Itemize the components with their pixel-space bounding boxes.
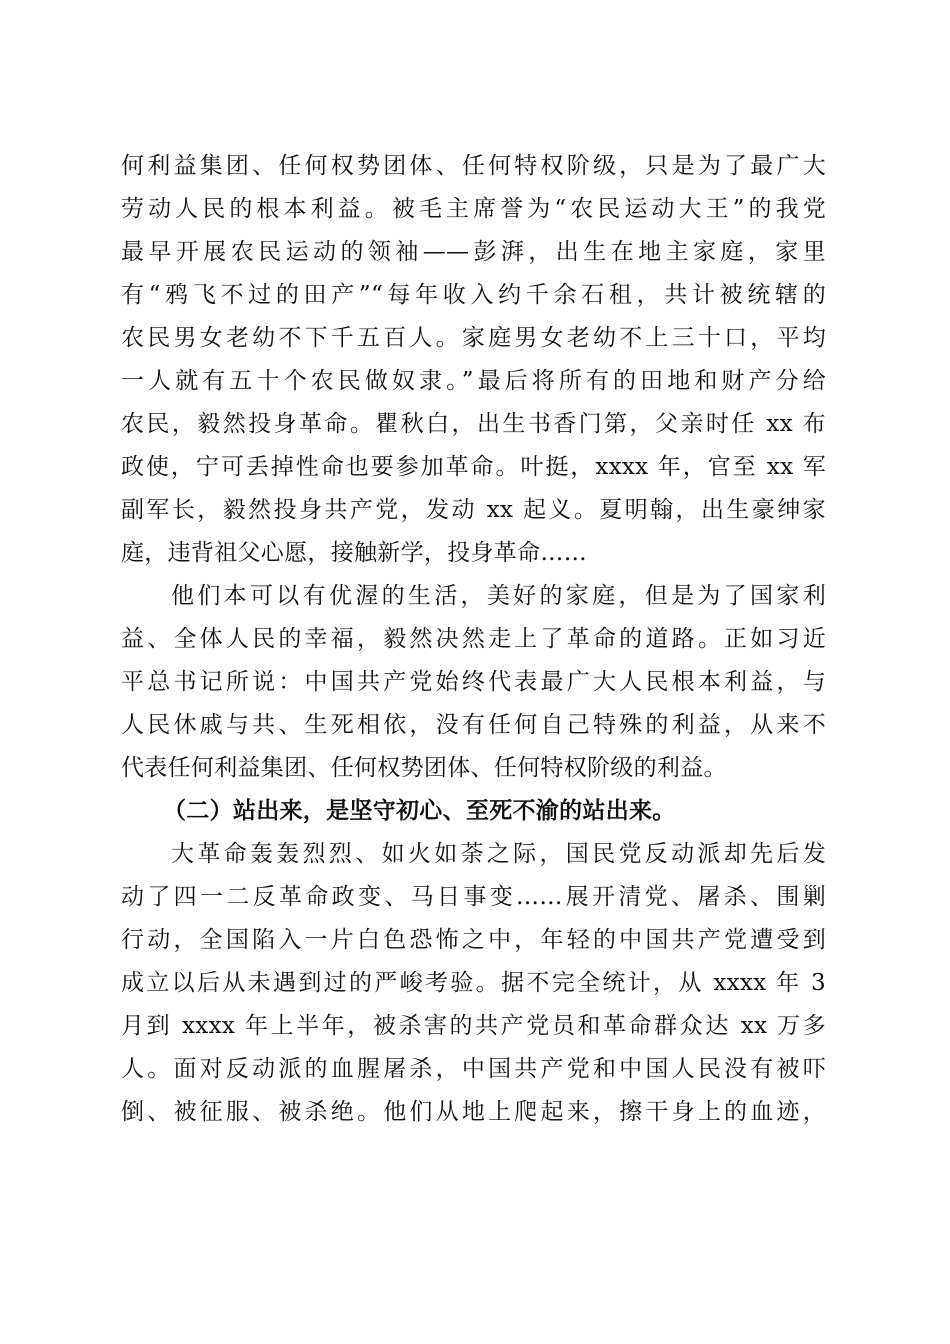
paragraph-1-line: 一人就有五十个农民做奴隶。”最后将所有的田地和财产分给: [121, 368, 826, 394]
paragraph-2-line: 他们本可以有优渥的生活，美好的家庭，但是为了国家利: [171, 583, 826, 609]
paragraph-3-line: 大革命轰轰烈烈、如火如荼之际，国民党反动派却先后发: [171, 841, 826, 867]
paragraph-3-line: 倒、被征服、被杀绝。他们从地上爬起来，擦干身上的血迹，: [121, 1099, 826, 1125]
paragraph-1-line: 庭，违背祖父心愿，接触新学，投身革命……: [121, 540, 587, 566]
paragraph-3-line: 人。面对反动派的血腥屠杀，中国共产党和中国人民没有被吓: [121, 1056, 826, 1082]
paragraph-1-line: 何利益集团、任何权势团体、任何特权阶级，只是为了最广大: [121, 153, 826, 179]
paragraph-3-line: 行动，全国陷入一片白色恐怖之中，年轻的中国共产党遭受到: [121, 927, 826, 953]
paragraph-1-line: 劳动人民的根本利益。被毛主席誉为“农民运动大王”的我党: [121, 196, 826, 222]
paragraph-3-line: 月到 xxxx 年上半年，被杀害的共产党员和革命群众达 xx 万多: [121, 1013, 826, 1039]
paragraph-1-line: 副军长，毅然投身共产党，发动 xx 起义。夏明翰，出生豪绅家: [121, 497, 826, 523]
paragraph-2-line: 平总书记所说：中国共产党始终代表最广大人民根本利益，与: [121, 669, 826, 695]
paragraph-1-line: 农民男女老幼不下千五百人。家庭男女老幼不上三十口，平均: [121, 325, 826, 351]
paragraph-1-line: 农民，毅然投身革命。瞿秋白，出生书香门第，父亲时任 xx 布: [121, 411, 826, 437]
paragraph-2-line: 代表任何利益集团、任何权势团体、任何特权阶级的利益。: [121, 755, 727, 781]
paragraph-2-line: 人民休戚与共、生死相依，没有任何自己特殊的利益，从来不: [121, 712, 826, 738]
paragraph-1-line: 政使，宁可丢掉性命也要参加革命。叶挺，xxxx 年，官至 xx 军: [121, 454, 826, 480]
paragraph-2-line: 益、全体人民的幸福，毅然决然走上了革命的道路。正如习近: [121, 626, 826, 652]
paragraph-3-line: 动了四一二反革命政变、马日事变……展开清党、屠杀、围剿: [121, 884, 826, 910]
paragraph-1-line: 有“鸦飞不过的田产”“每年收入约千余石租，共计被统辖的: [121, 282, 826, 308]
paragraph-3-line: 成立以后从未遇到过的严峻考验。据不完全统计，从 xxxx 年 3: [121, 970, 826, 996]
section-heading: （二）站出来，是坚守初心、至死不渝的站出来。: [163, 797, 676, 824]
paragraph-1-line: 最早开展农民运动的领袖——彭湃，出生在地主家庭，家里: [121, 239, 826, 265]
